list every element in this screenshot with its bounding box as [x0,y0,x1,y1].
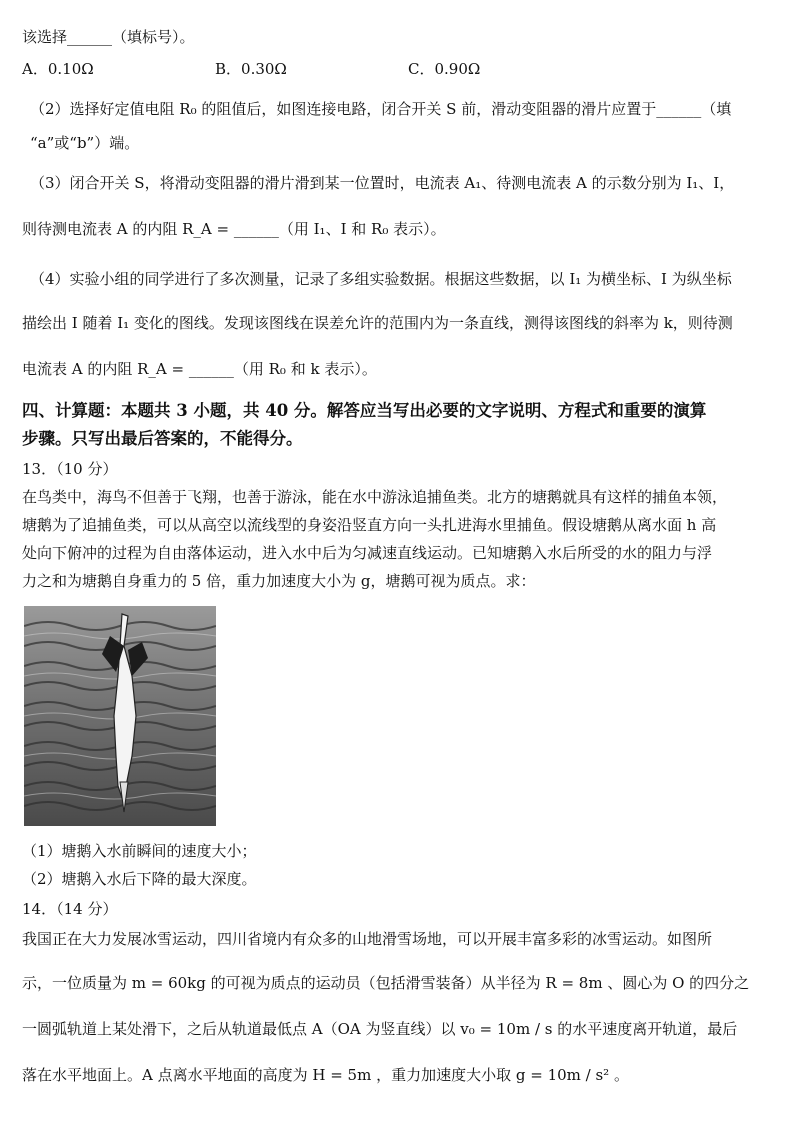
q12-sub3-line2: 则待测电流表 A 的内阻 R_A = ______（用 I₁、I 和 R₀ 表示）。 [22,220,446,238]
section4-heading-line2: 步骤。只写出最后答案的，不能得分。 [22,429,303,448]
q12-sub2-line1: （2）选择好定值电阻 R₀ 的阻值后，如图连接电路，闭合开关 S 前，滑动变阻器的滑片应置于______（填 [30,100,732,118]
q12-sub4-line3: 电流表 A 的内阻 R_A = ______（用 R₀ 和 k 表示）。 [22,360,377,378]
q14-para-line: 示，一位质量为 m = 60kg 的可视为质点的运动员（包括滑雪装备）从半径为 R = 8m 、圆心为 O 的四分之 [22,974,750,992]
q12-sub2-line2: “a”或“b”）端。 [30,134,140,152]
q12-choose-line: 该选择______（填标号）。 [22,28,195,46]
option-a: A．0.10Ω [22,60,94,78]
q13-sub2: （2）塘鹅入水后下降的最大深度。 [22,870,257,888]
option-b: B．0.30Ω [215,60,287,78]
q13-para-line: 处向下俯冲的过程为自由落体运动，进入水中后为匀减速直线运动。已知塘鹅入水后所受的水的阻力与浮 [22,544,713,562]
q14-para-line: 落在水平地面上。A 点离水平地面的高度为 H = 5m ，重力加速度大小取 g = 10m / s² 。 [22,1066,629,1084]
q13-para-line: 力之和为塘鹅自身重力的 5 倍，重力加速度大小为 g，塘鹅可视为质点。求： [22,572,536,590]
q14-para-line: 一圆弧轨道上某处滑下，之后从轨道最低点 A（OA 为竖直线）以 v₀ = 10m / s 的水平速度离开轨道，最后 [22,1020,738,1038]
q12-sub3-line1: （3）闭合开关 S，将滑动变阻器的滑片滑到某一位置时，电流表 A₁、待测电流表 A 的示数分别为 I₁、I， [30,174,735,192]
q14-number: 14．（14 分） [22,900,118,918]
q13-number: 13．（10 分） [22,460,118,478]
q14-para-line: 我国正在大力发展冰雪运动，四川省境内有众多的山地滑雪场地，可以开展丰富多彩的冰雪运动。如图所 [22,930,713,948]
q12-sub4-line2: 描绘出 I 随着 I₁ 变化的图线。发现该图线在误差允许的范围内为一条直线，测得该图线的斜率为 k，则待测 [22,314,733,332]
q12-sub4-line1: （4）实验小组的同学进行了多次测量，记录了多组实验数据。根据这些数据，以 I₁ 为横坐标、I 为纵坐标 [30,270,732,288]
option-c: C．0.90Ω [408,60,481,78]
q13-para-line: 在鸟类中，海鸟不但善于飞翔，也善于游泳，能在水中游泳追捕鱼类。北方的塘鹅就具有这样的捕鱼本领， [22,488,728,506]
q13-para-line: 塘鹅为了追捕鱼类，可以从高空以流线型的身姿沿竖直方向一头扎进海水里捕鱼。假设塘鹅从离水面 h 高 [22,516,717,534]
q12-options [22,58,778,80]
section4-heading-line1: 四、计算题：本题共 3 小题，共 40 分。解答应当写出必要的文字说明、方程式和重要的演算 [22,401,707,420]
gannet-diving-photo [24,606,216,826]
q13-sub1: （1）塘鹅入水前瞬间的速度大小； [22,842,257,860]
